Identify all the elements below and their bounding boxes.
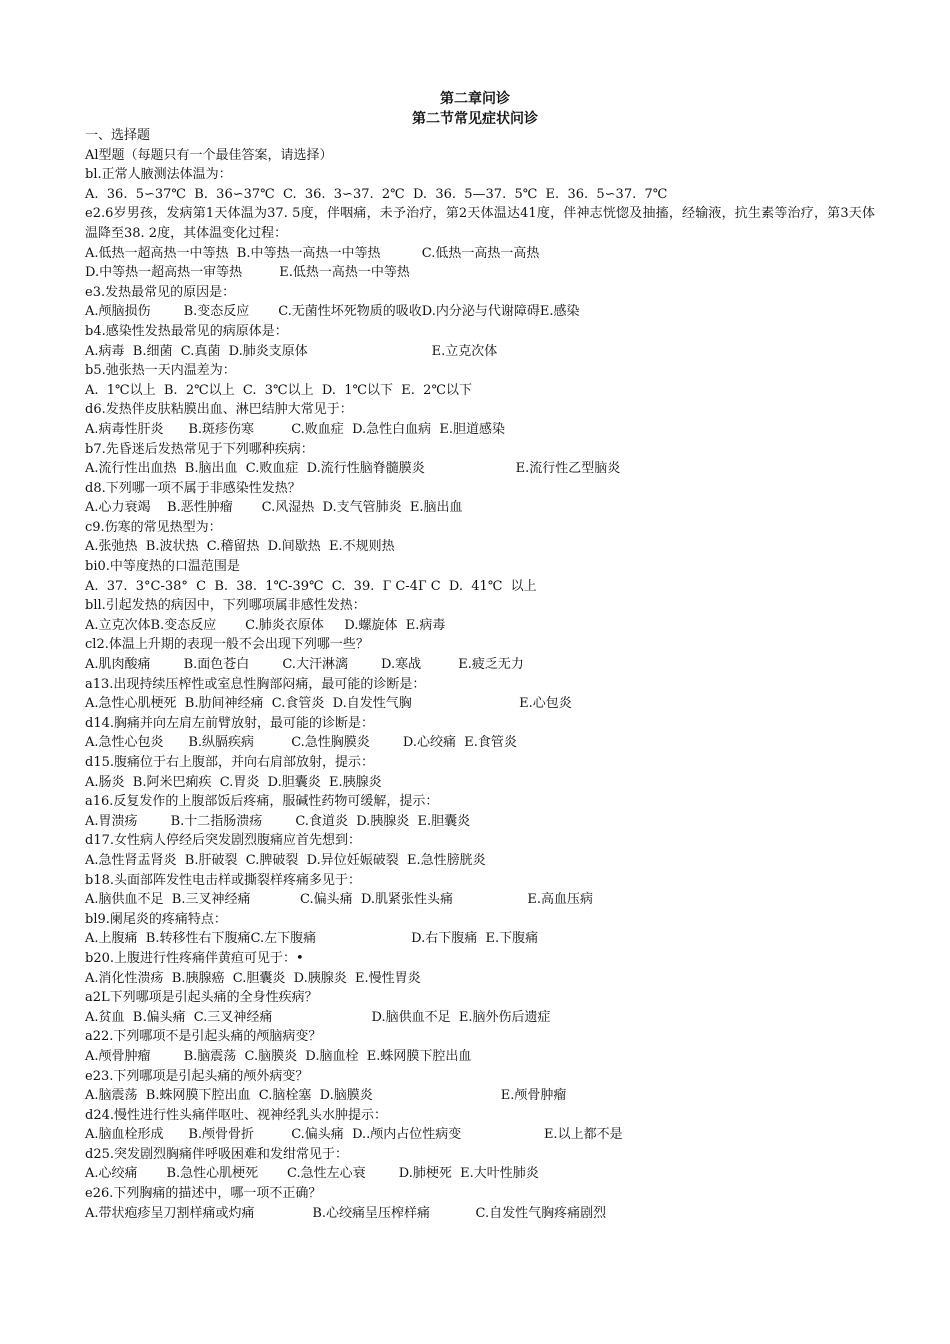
- section-title: 第二节常见症状问诊: [412, 111, 538, 127]
- text-line: bl9.阑尾炎的疼痛特点：: [85, 911, 227, 927]
- text-line: cl2.体温上升期的表现一般不会出现下列哪一些？: [85, 637, 369, 653]
- text-line: a13.出现持续压榨性或室息性胸部闷痛，最可能的诊断是：: [85, 676, 426, 692]
- text-line: A.立克次体B.变态反应 C.肺炎衣原体 D.螺旋体 E.病毒: [85, 617, 446, 633]
- text-line: A.胃溃疡 B.十二指肠溃疡 C.食道炎 D.胰腺炎 E.胆囊炎: [85, 813, 471, 829]
- text-line: d8.下列哪一项不属于非感染性发热？: [85, 480, 301, 496]
- text-line: bi0.中等度热的口温范围是: [85, 559, 240, 575]
- text-line: b18.头面部阵发性电击样或撕裂样疼痛多见于：: [85, 872, 361, 888]
- text-line: a16.反复发作的上腹部饭后疼痛，服碱性药物可缓解，提示：: [85, 794, 439, 810]
- text-line: A.低热一超高热一中等热 B.中等热一高热一中等热 C.低热一高热一高热: [85, 245, 540, 261]
- text-line: A.上腹痛 B.转移性右下腹痛C.左下腹痛 D.右下腹痛 E.下腹痛: [85, 931, 539, 947]
- text-line: d17.女性病人停经后突发剧烈腹痛应首先想到：: [85, 833, 361, 849]
- text-line: A.肌肉酸痛 B.面色苍白 C.大汗淋漓 D.寒战 E.疲乏无力: [85, 657, 524, 673]
- text-line: A.张弛热 B.波状热 C.稽留热 D.间歇热 E.不规则热: [85, 539, 395, 555]
- text-line: [85, 1223, 875, 1243]
- text-line: A.流行性出血热 B.脑出血 C.败血症 D.流行性脑脊髓膜炎 E.流行性乙型脑炎: [85, 461, 621, 477]
- text-line: e23.下列哪项是引起头痛的颅外病变？: [85, 1068, 309, 1084]
- text-line: A.病毒性肝炎 B.斑疹伤寒 C.败血症 D.急性白血病 E.胆道感染: [85, 421, 506, 437]
- chapter-title: 第二章问诊: [440, 91, 510, 107]
- text-line: A.消化性溃疡 B.胰腺癌 C.胆囊炎 D.胰腺炎 E.慢性胃炎: [85, 970, 421, 986]
- text-line: b7.先昏迷后发热常见于下列哪种疾病：: [85, 441, 314, 457]
- text-line: 一、选择题: [85, 128, 151, 143]
- text-line: A. 36. 5∽37℃ B. 36∽37℃ C. 36. 3∽37. 2℃ D. 36. 5—37. 5℃ E. 36. 5∽37. 7℃: [85, 186, 668, 202]
- text-line: A. 37. 3°C-38° C B. 38. 1℃-39℃ C. 39. Г C-4Г C D. 41℃ 以上: [85, 578, 537, 594]
- text-line: A.带状疱疹呈刀割样痛或灼痛 B.心绞痛呈压榨样痛 C.自发性气胸疼痛剧烈: [85, 1205, 607, 1221]
- text-line: D.中等热一超高热一审等热 E.低热一高热一中等热: [85, 265, 410, 281]
- text-line: A.颅骨肿瘤 B.脑震荡 C.脑膜炎 D.脑血栓 E.蛛网膜下腔出血: [85, 1048, 472, 1064]
- text-line: bl.正常人腋测法体温为：: [85, 167, 232, 183]
- text-line: b4.感染性发热最常见的病原体是：: [85, 323, 288, 339]
- text-line: e3.发热最常见的原因是：: [85, 284, 236, 300]
- text-line: d6.发热伴皮肤粘膜出血、淋巴结肿大常见于：: [85, 402, 353, 418]
- text-line: b20.上腹进行性疼痛伴黄疸可见于：•: [85, 950, 304, 966]
- text-line: A.急性心肌梗死 B.肋间神经痛 C.食管炎 D.自发性气胸 E.心包炎: [85, 696, 572, 712]
- text-line: A.急性心包炎 B.纵膈疾病 C.急性胸膜炎 D.心绞痛 E.食管炎: [85, 735, 517, 751]
- text-line: A.病毒 B.细菌 C.真菌 D.肺炎支原体 E.立克次体: [85, 343, 498, 359]
- text-line: d14.胸痛并向左肩左前臂放射，最可能的诊断是：: [85, 715, 374, 731]
- text-line: A.急性肾盂肾炎 B.肝破裂 C.脾破裂 D.异位妊娠破裂 E.急性膀胱炎: [85, 852, 486, 868]
- text-line: A.颅脑损伤 B.变态反应 C.无菌性坏死物质的吸收D.内分泌与代谢障碍E.感染: [85, 304, 580, 320]
- text-line: A.脑血栓形成 B.颅骨骨折 C.偏头痛 D..颅内占位性病变 E.以上都不是: [85, 1127, 623, 1143]
- text-line: Al型题（每题只有一个最佳答案，请选择）: [85, 147, 333, 163]
- text-line: A.脑震荡 B.蛛网膜下腔出血 C.脑栓塞 D.脑膜炎 E.颅骨肿瘤: [85, 1088, 567, 1104]
- text-line: A.心力衰竭 B.恶性肿瘤 C.风湿热 D.支气管肺炎 E.脑出血: [85, 500, 463, 516]
- question-list: [85, 126, 875, 1243]
- text-line: d15.腹痛位于右上腹部，并向右肩部放射，提示：: [85, 755, 374, 770]
- text-line: A.肠炎 B.阿米巴痢疾 C.胃炎 D.胆囊炎 E.胰腺炎: [85, 774, 382, 790]
- text-line: a22.下列哪项不是引起头痛的颅脑病变？: [85, 1029, 322, 1045]
- text-paragraph: e2.6岁男孩，发病第1天体温为37. 5度，伴咽痛，未予治疗，第2天体温达41度，伴神志恍惚及抽搐，经输液，抗生素等治疗，第3天体温降至38. 2度，其体温变化过程：: [85, 206, 875, 241]
- text-line: a2L下列哪项是引起头痛的全身性疾病？: [85, 990, 318, 1006]
- text-line: bll.引起发热的病因中，下列哪项属非感性发热：: [85, 598, 366, 614]
- text-line: d25.突发剧烈胸痛伴呼吸困难和发绀常见于：: [85, 1146, 348, 1162]
- text-line: b5.弛张热一天内温差为：: [85, 363, 236, 379]
- text-line: d24.慢性进行性头痛伴呕吐、视神经乳头水肿提示：: [85, 1107, 387, 1123]
- text-line: c9.伤寒的常见热型为：: [85, 519, 222, 535]
- text-line: e26.下列胸痛的描述中，哪一项不正确？: [85, 1186, 322, 1202]
- text-line: A.贫血 B.偏头痛 C.三叉神经痛 D.脑供血不足 E.脑外伤后遗症: [85, 1009, 551, 1025]
- text-line: A.心绞痛 B.急性心肌梗死 C.急性左心衰 D.肺梗死 E.大叶性肺炎: [85, 1166, 539, 1182]
- text-line: A.脑供血不足 B.三叉神经痛 C.偏头痛 D.肌紧张性头痛 E.高血压病: [85, 892, 594, 908]
- text-line: A. 1℃以上 B. 2℃以上 C. 3℃以上 D. 1℃以下 E. 2℃以下: [85, 382, 472, 398]
